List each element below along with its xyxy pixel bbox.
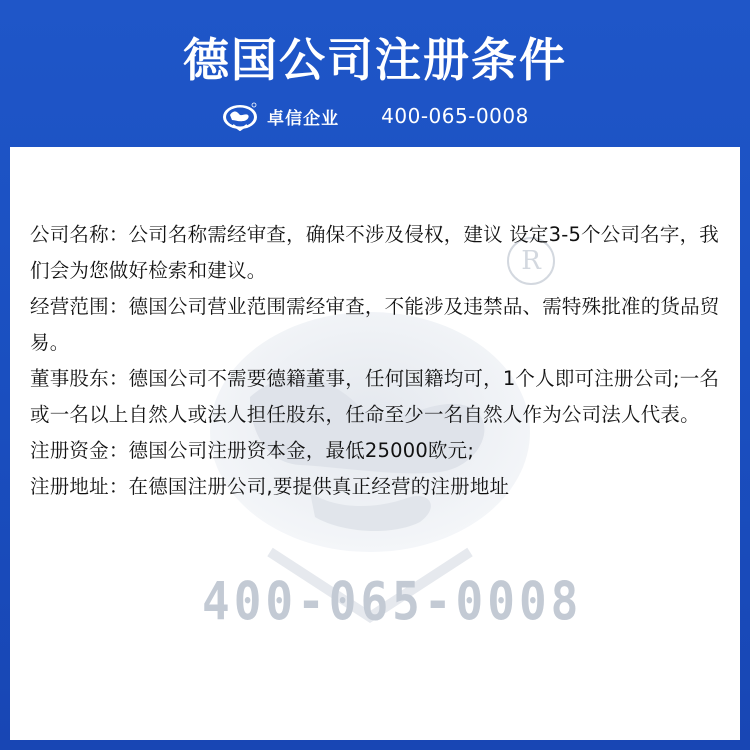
- item-separator: ：: [108, 367, 129, 390]
- list-item: [30, 217, 725, 289]
- page-title: 德国公司注册条件: [183, 33, 567, 87]
- phone-number: 400-065-0008: [381, 104, 529, 128]
- item-text: 德国公司不需要德籍董事，任何国籍均可，1个人即可注册公司;一名或一名以上自然人或法人担任股东，任命至少一名自然人作为公司法人代表。: [30, 367, 720, 426]
- header-banner: [0, 0, 750, 140]
- watermark-phone: 400-065-0008: [202, 569, 583, 633]
- list-item: [30, 433, 725, 469]
- list-item: [30, 289, 725, 361]
- requirements-list: [30, 217, 725, 505]
- item-label: 注册资金: [30, 439, 109, 462]
- item-label: 注册地址: [30, 475, 109, 498]
- content-panel: [10, 147, 740, 740]
- item-separator: ：: [108, 295, 129, 318]
- item-text: 在德国注册公司,要提供真正经营的注册地址: [128, 475, 510, 498]
- list-item: [30, 469, 725, 505]
- list-item: [30, 361, 725, 433]
- item-text: 德国公司营业范围需经审查，不能涉及违禁品、需特殊批准的货品贸易。: [30, 295, 720, 354]
- brand-row: [0, 98, 750, 134]
- item-label: 经营范围: [30, 295, 109, 318]
- item-separator: ：: [108, 223, 129, 246]
- item-label: 公司名称: [30, 223, 109, 246]
- item-separator: ：: [108, 475, 129, 498]
- globe-logo-icon: [221, 101, 259, 131]
- item-label: 董事股东: [30, 367, 109, 390]
- item-text: 德国公司注册资本金，最低25000欧元;: [128, 439, 475, 462]
- brand-name: 卓信企业: [267, 108, 340, 129]
- item-separator: ：: [108, 439, 129, 462]
- registered-mark: R: [507, 237, 555, 285]
- item-text: 公司名称需经审查，确保不涉及侵权，建议 设定3-5个公司名字，我们会为您做好检索和建议。: [30, 223, 719, 282]
